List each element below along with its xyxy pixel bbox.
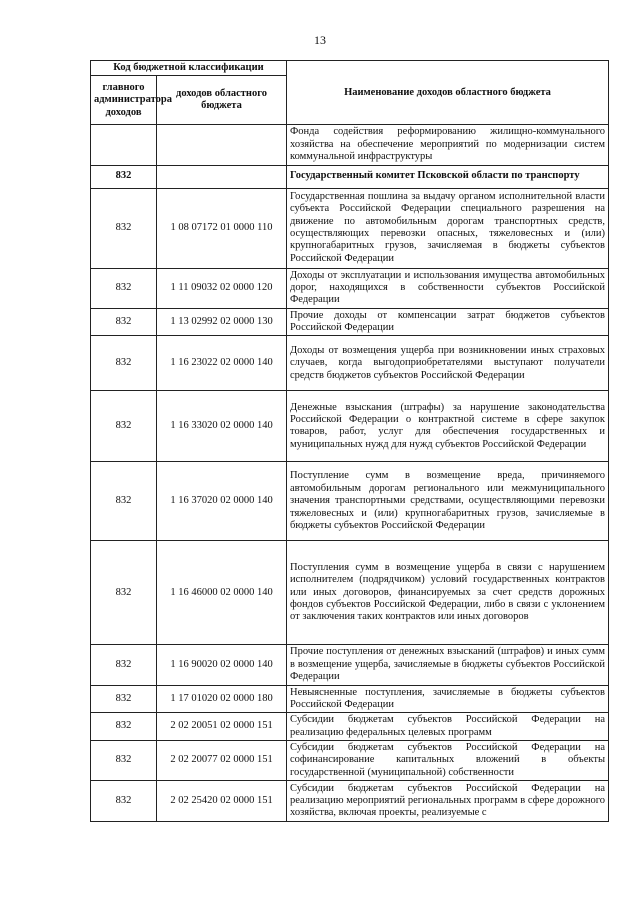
table-header xyxy=(91,61,609,125)
table-body xyxy=(91,125,609,822)
income-code-cell: 1 16 90020 02 0000 140 xyxy=(157,645,287,685)
income-name-cell: Доходы от эксплуатации и использования имущества автомобильных дорог, находящихся в собственности субъектов Российской Федерации xyxy=(287,268,609,308)
income-name-cell: Прочие поступления от денежных взысканий (штрафов) и иных сумм в возмещение ущерба, зачисляемые в бюджеты субъектов Российской Федерации xyxy=(287,645,609,685)
income-name-cell: Денежные взыскания (штрафы) за нарушение законодательства Российской Федерации о контрактной системе в сфере закупок товаров, работ, услуг для обеспечения государственных и муниципальных нужд для нужд субъектов Российской Федерации xyxy=(287,391,609,462)
income-code-cell: 1 17 01020 02 0000 180 xyxy=(157,685,287,713)
administrator-code-cell: 832 xyxy=(91,165,157,188)
income-code-cell xyxy=(157,125,287,165)
table-row xyxy=(91,188,609,268)
administrator-code-cell: 832 xyxy=(91,336,157,391)
income-code-cell: 2 02 20077 02 0000 151 xyxy=(157,741,287,781)
table-row xyxy=(91,541,609,645)
income-name-cell: Субсидии бюджетам субъектов Российской Федерации на реализацию мероприятий региональных программ в сфере дорожного хозяйства, включая проекты, реализуемые с xyxy=(287,781,609,822)
table-row xyxy=(91,741,609,781)
administrator-code-cell: 832 xyxy=(91,645,157,685)
income-code-cell: 1 16 33020 02 0000 140 xyxy=(157,391,287,462)
income-code-cell: 1 13 02992 02 0000 130 xyxy=(157,308,287,336)
administrator-code-cell: 832 xyxy=(91,462,157,541)
administrator-code-cell: 832 xyxy=(91,391,157,462)
income-name-cell: Поступления сумм в возмещение ущерба в связи с нарушением исполнителем (подрядчиком) условий государственных контрактов или иных договоров, финансируемых за счет средств дорожных фондов субъектов Российской Федерации, либо в связи с уклонением от заключения таких контрактов или иных договоров xyxy=(287,541,609,645)
income-code-cell xyxy=(157,165,287,188)
table-row xyxy=(91,268,609,308)
chief-administrator-header: главного администратора доходов xyxy=(91,76,157,125)
table-row xyxy=(91,685,609,713)
table-row xyxy=(91,462,609,541)
table-row xyxy=(91,125,609,165)
administrator-code-cell xyxy=(91,125,157,165)
income-name-cell: Субсидии бюджетам субъектов Российской Федерации на реализацию федеральных целевых программ xyxy=(287,713,609,741)
table-row xyxy=(91,165,609,188)
income-name-cell: Невыясненные поступления, зачисляемые в бюджеты субъектов Российской Федерации xyxy=(287,685,609,713)
administrator-code-cell: 832 xyxy=(91,781,157,822)
table-row xyxy=(91,391,609,462)
table-row xyxy=(91,336,609,391)
administrator-code-cell: 832 xyxy=(91,541,157,645)
budget-classification-code-header: Код бюджетной классификации xyxy=(91,61,287,76)
administrator-code-cell: 832 xyxy=(91,685,157,713)
administrator-code-cell: 832 xyxy=(91,268,157,308)
table-row xyxy=(91,645,609,685)
income-code-cell: 1 11 09032 02 0000 120 xyxy=(157,268,287,308)
income-name-cell: Фонда содействия реформированию жилищно-коммунального хозяйства на обеспечение мероприятий по модернизации систем коммунальной инфраструктуры xyxy=(287,125,609,165)
budget-classification-table xyxy=(90,60,609,822)
income-code-cell: 1 16 23022 02 0000 140 xyxy=(157,336,287,391)
income-code-cell: 1 16 46000 02 0000 140 xyxy=(157,541,287,645)
table-row xyxy=(91,308,609,336)
administrator-code-cell: 832 xyxy=(91,308,157,336)
table-row xyxy=(91,781,609,822)
income-name-cell: Доходы от возмещения ущерба при возникновении иных страховых случаев, когда выгодоприобретателями выступают получатели средств бюджетов субъектов Российской Федерации xyxy=(287,336,609,391)
income-name-cell: Государственная пошлина за выдачу органом исполнительной власти субъекта Российской Федерации специального разрешения на движение по автомобильным дорогам транспортных средств, осуществляющих перевозки опасных, тяжеловесных и (или) крупногабаритных грузов, зачисляемая в бюджеты субъектов Российской Федерации xyxy=(287,188,609,268)
table-row xyxy=(91,713,609,741)
administrator-code-cell: 832 xyxy=(91,188,157,268)
income-code-cell: 2 02 20051 02 0000 151 xyxy=(157,713,287,741)
income-code-cell: 1 08 07172 01 0000 110 xyxy=(157,188,287,268)
page-number: 13 xyxy=(314,33,326,47)
administrator-code-cell: 832 xyxy=(91,741,157,781)
income-name-cell: Государственный комитет Псковской области по транспорту xyxy=(287,165,609,188)
income-code-cell: 2 02 25420 02 0000 151 xyxy=(157,781,287,822)
income-code-cell: 1 16 37020 02 0000 140 xyxy=(157,462,287,541)
regional-budget-income-header: доходов областного бюджета xyxy=(157,76,287,125)
income-name-cell: Поступление сумм в возмещение вреда, причиняемого автомобильным дорогам регионального или межмуниципального значения транспортными средствами, осуществляющими перевозки тяжеловесных и (или) крупногабаритных грузов, зачисляемые в бюджеты субъектов Российской Федерации xyxy=(287,462,609,541)
income-name-cell: Субсидии бюджетам субъектов Российской Федерации на софинансирование капитальных вложений в объекты государственной (муниципальной) собственности xyxy=(287,741,609,781)
administrator-code-cell: 832 xyxy=(91,713,157,741)
income-name-cell: Прочие доходы от компенсации затрат бюджетов субъектов Российской Федерации xyxy=(287,308,609,336)
income-name-header: Наименование доходов областного бюджета xyxy=(287,61,609,125)
